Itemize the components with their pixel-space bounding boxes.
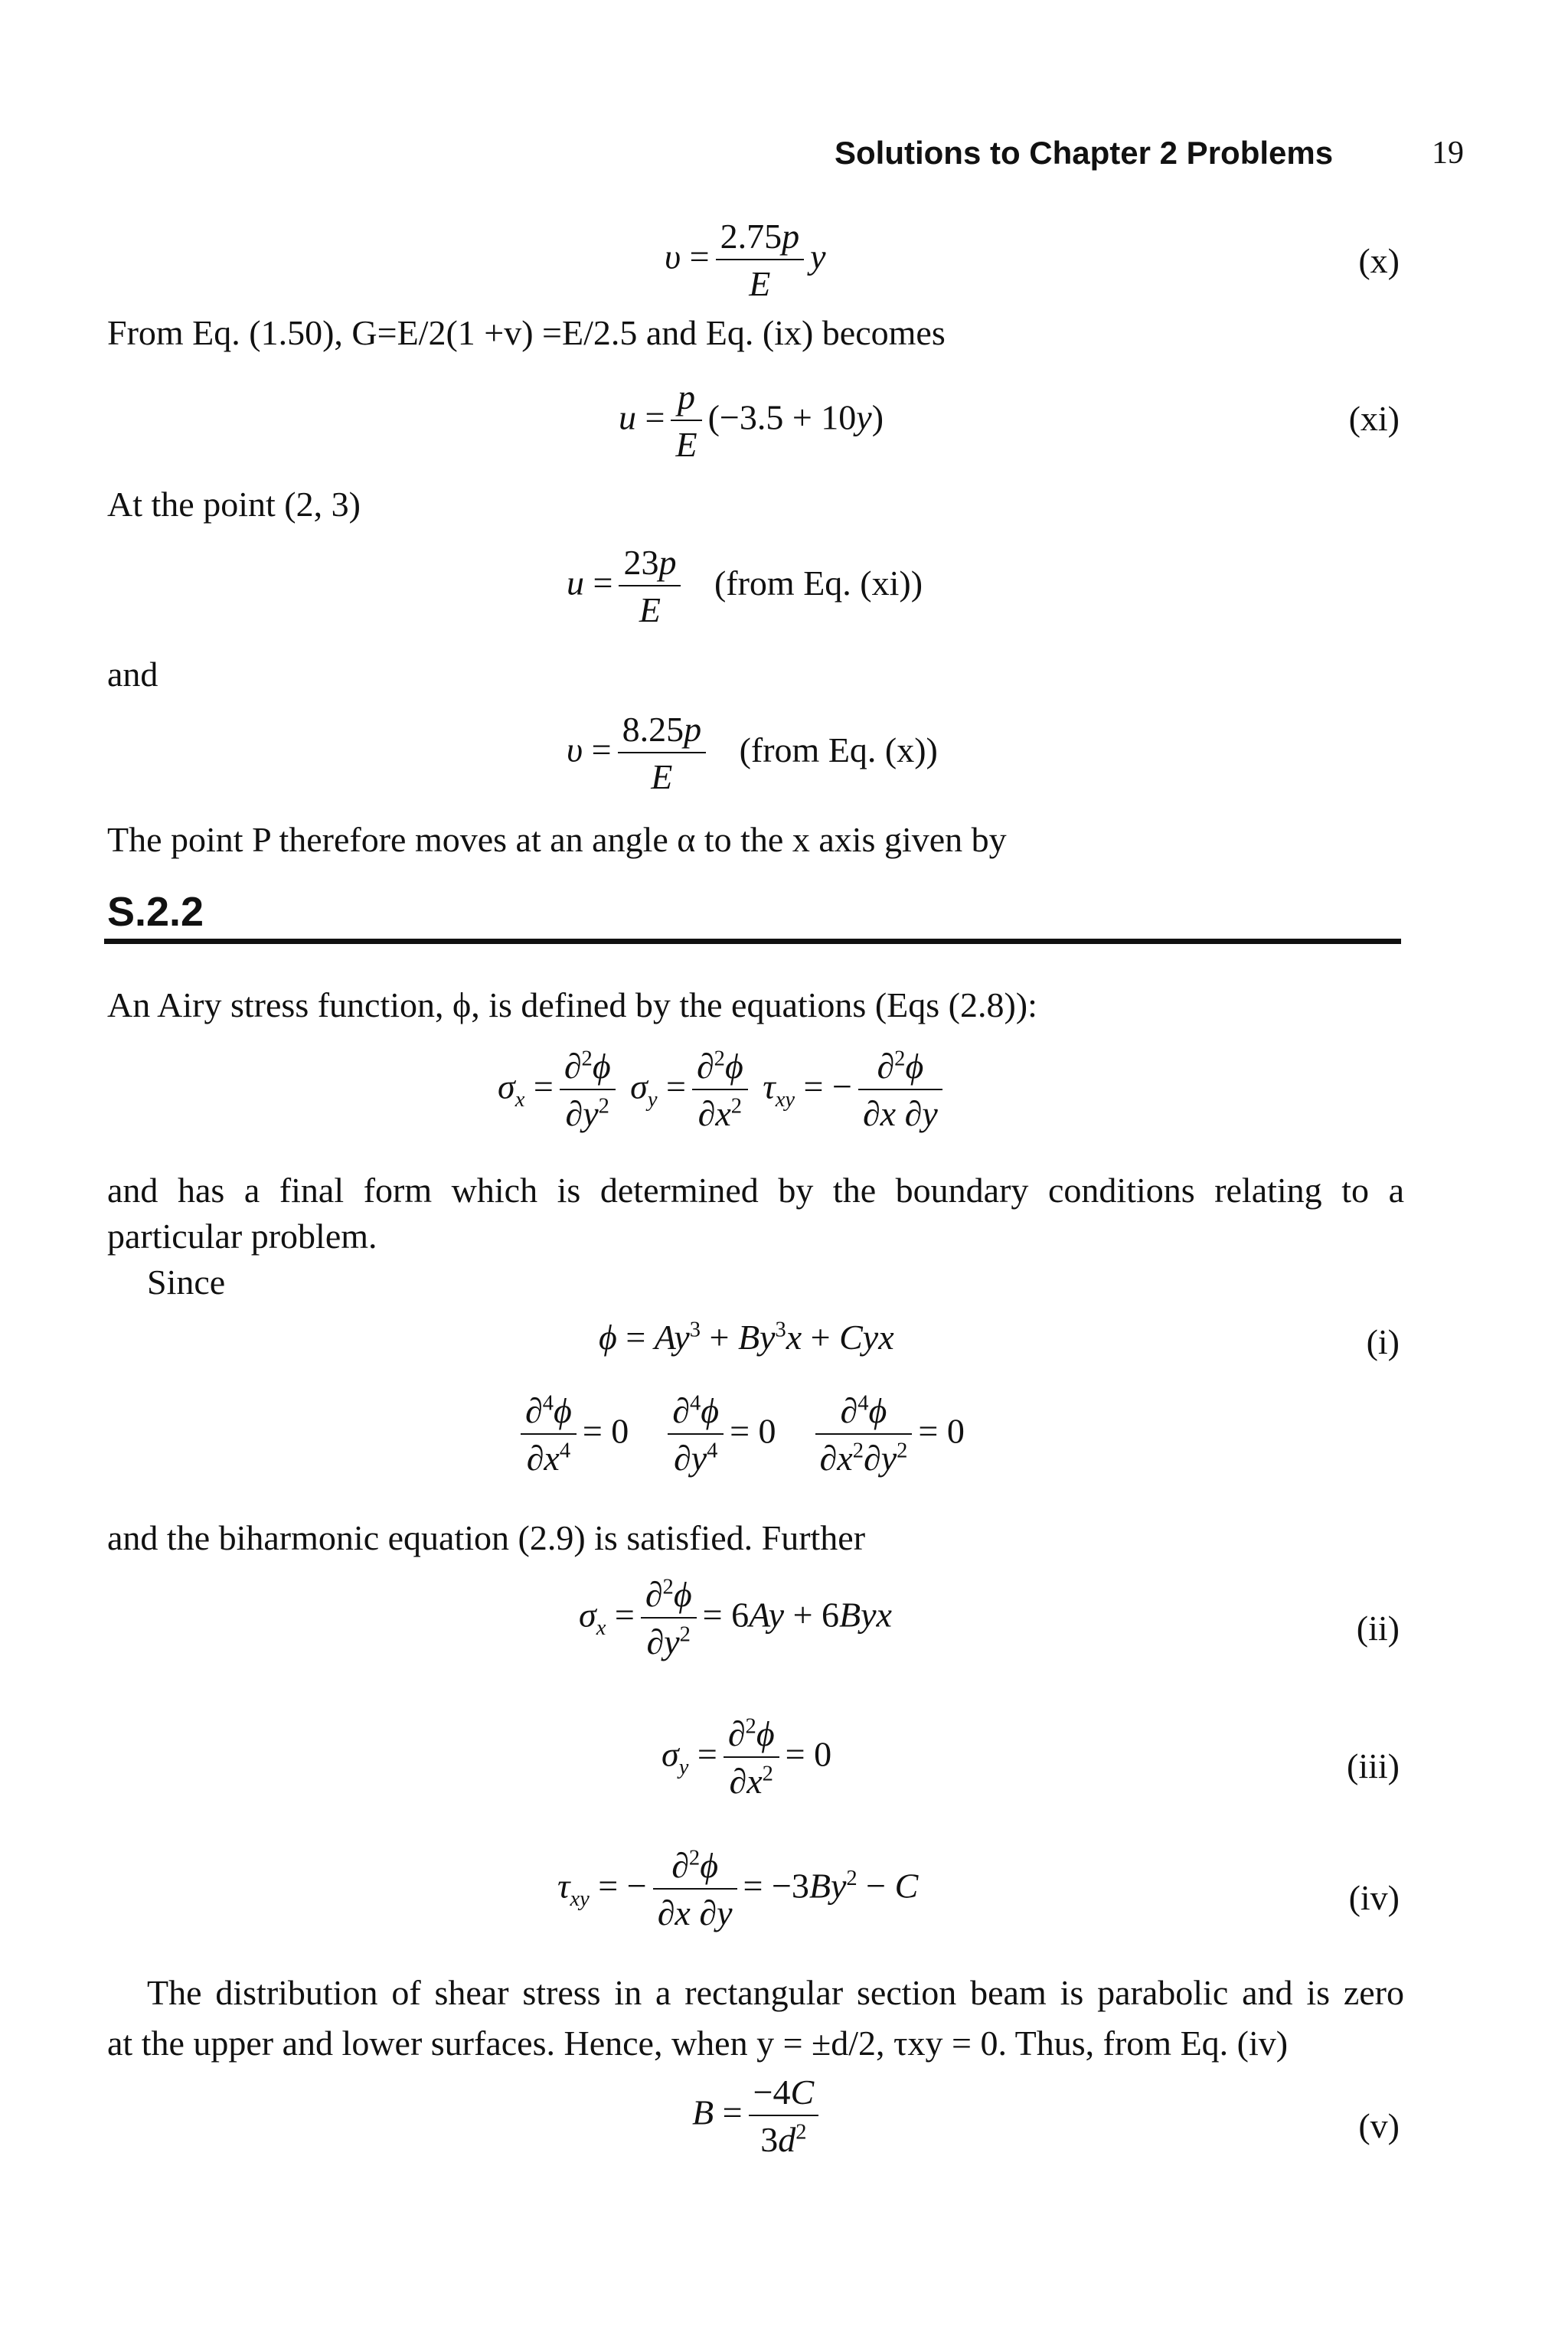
section-heading: S.2.2 (107, 889, 204, 935)
equation-airy-definitions: $\sigma_x$ = $\frac{\partial^2\phi}{\partial y^2}$ $\sigma_y$ = $\frac{\partial^2\phi}{\partial x^2}$ $\tau_{xy}$ = − $\frac{\partial^2\phi}{\partial x \partial y}$ (498, 1049, 949, 1132)
text-line-since: Since (147, 1263, 226, 1302)
running-header-title: Solutions to Chapter 2 Problems (835, 135, 1334, 171)
equation-note-from-xi: (from Eq. (xi)) (714, 563, 923, 603)
text-line-biharmonic: and the biharmonic equation (2.9) is satisfied. Further (107, 1518, 866, 1557)
equation-number-v: (v) (1358, 2106, 1400, 2145)
equation-u-value: u = $\frac{23p}{E}$ (from Eq. (xi)) (567, 543, 923, 629)
equation-x: υ = $\frac{2.75p}{E}$ y (665, 217, 826, 303)
page-number: 19 (1432, 136, 1464, 171)
text-line-g-relation: From Eq. (1.50), G=E/2(1 +v) =E/2.5 and Eq. (ix) becomes (107, 313, 946, 352)
equation-v-value: υ = $\frac{8.25p}{E}$ (from Eq. (x)) (567, 710, 938, 796)
equation-iv: $\tau_{xy}$ = − $\frac{\partial^2\phi}{\partial x \partial y}$ = $-3By^2 - C$ (557, 1846, 919, 1932)
equation-note-from-x: (from Eq. (x)) (739, 730, 938, 769)
equation-number-i: (i) (1366, 1322, 1400, 1361)
text-line-airy-intro: An Airy stress function, ϕ, is defined by the equations (Eqs (2.8)): (107, 985, 1037, 1024)
equation-number-xi: (xi) (1348, 399, 1400, 438)
equation-i: $\phi = Ay^3 + By^3x$ + Cyx (599, 1318, 894, 1357)
equation-number-iii: (iii) (1347, 1746, 1400, 1785)
equation-number-x: (x) (1358, 241, 1400, 280)
text-line-shear-distribution: The distribution of shear stress in a rectangular section beam is parabolic and is zero (147, 1973, 1404, 2012)
equation-ii: $\sigma_x$ = $\frac{\partial^2\phi}{\partial y^2}$ = 6Ay + 6Byx (579, 1575, 892, 1661)
text-line-and: and (107, 655, 158, 694)
equation-fourth-derivatives: $\frac{\partial^4\phi}{\partial x^4}$ = 0 $\frac{\partial^4\phi}{\partial y^4}$ = 0 $\frac{\partial^4\phi}{\partial x^2\partial y^2}$ = 0 (514, 1393, 965, 1476)
equation-iii: $\sigma_y$ = $\frac{\partial^2\phi}{\partial x^2}$ = 0 (662, 1714, 832, 1801)
text-line-at-point: At the point (2, 3) (107, 485, 361, 524)
equation-v: B = $\frac{-4C}{3d^2}$ (692, 2075, 825, 2158)
text-line-point-p: The point P therefore moves at an angle α to the x axis given by (107, 820, 1007, 859)
equation-number-ii: (ii) (1356, 1609, 1400, 1648)
text-line-boundary-condition: at the upper and lower surfaces. Hence, when y = ±d/2, τxy = 0. Thus, from Eq. (iv) (107, 2024, 1289, 2063)
text-line-final-form: and has a final form which is determined by the boundary conditions relating to a (107, 1171, 1404, 1210)
text-line-particular-problem: particular problem. (107, 1217, 377, 1256)
section-rule (104, 939, 1401, 944)
equation-xi: u = $\frac{p}{E}$ (−3.5 + 10y) (619, 377, 884, 464)
equation-number-iv: (iv) (1348, 1878, 1400, 1917)
